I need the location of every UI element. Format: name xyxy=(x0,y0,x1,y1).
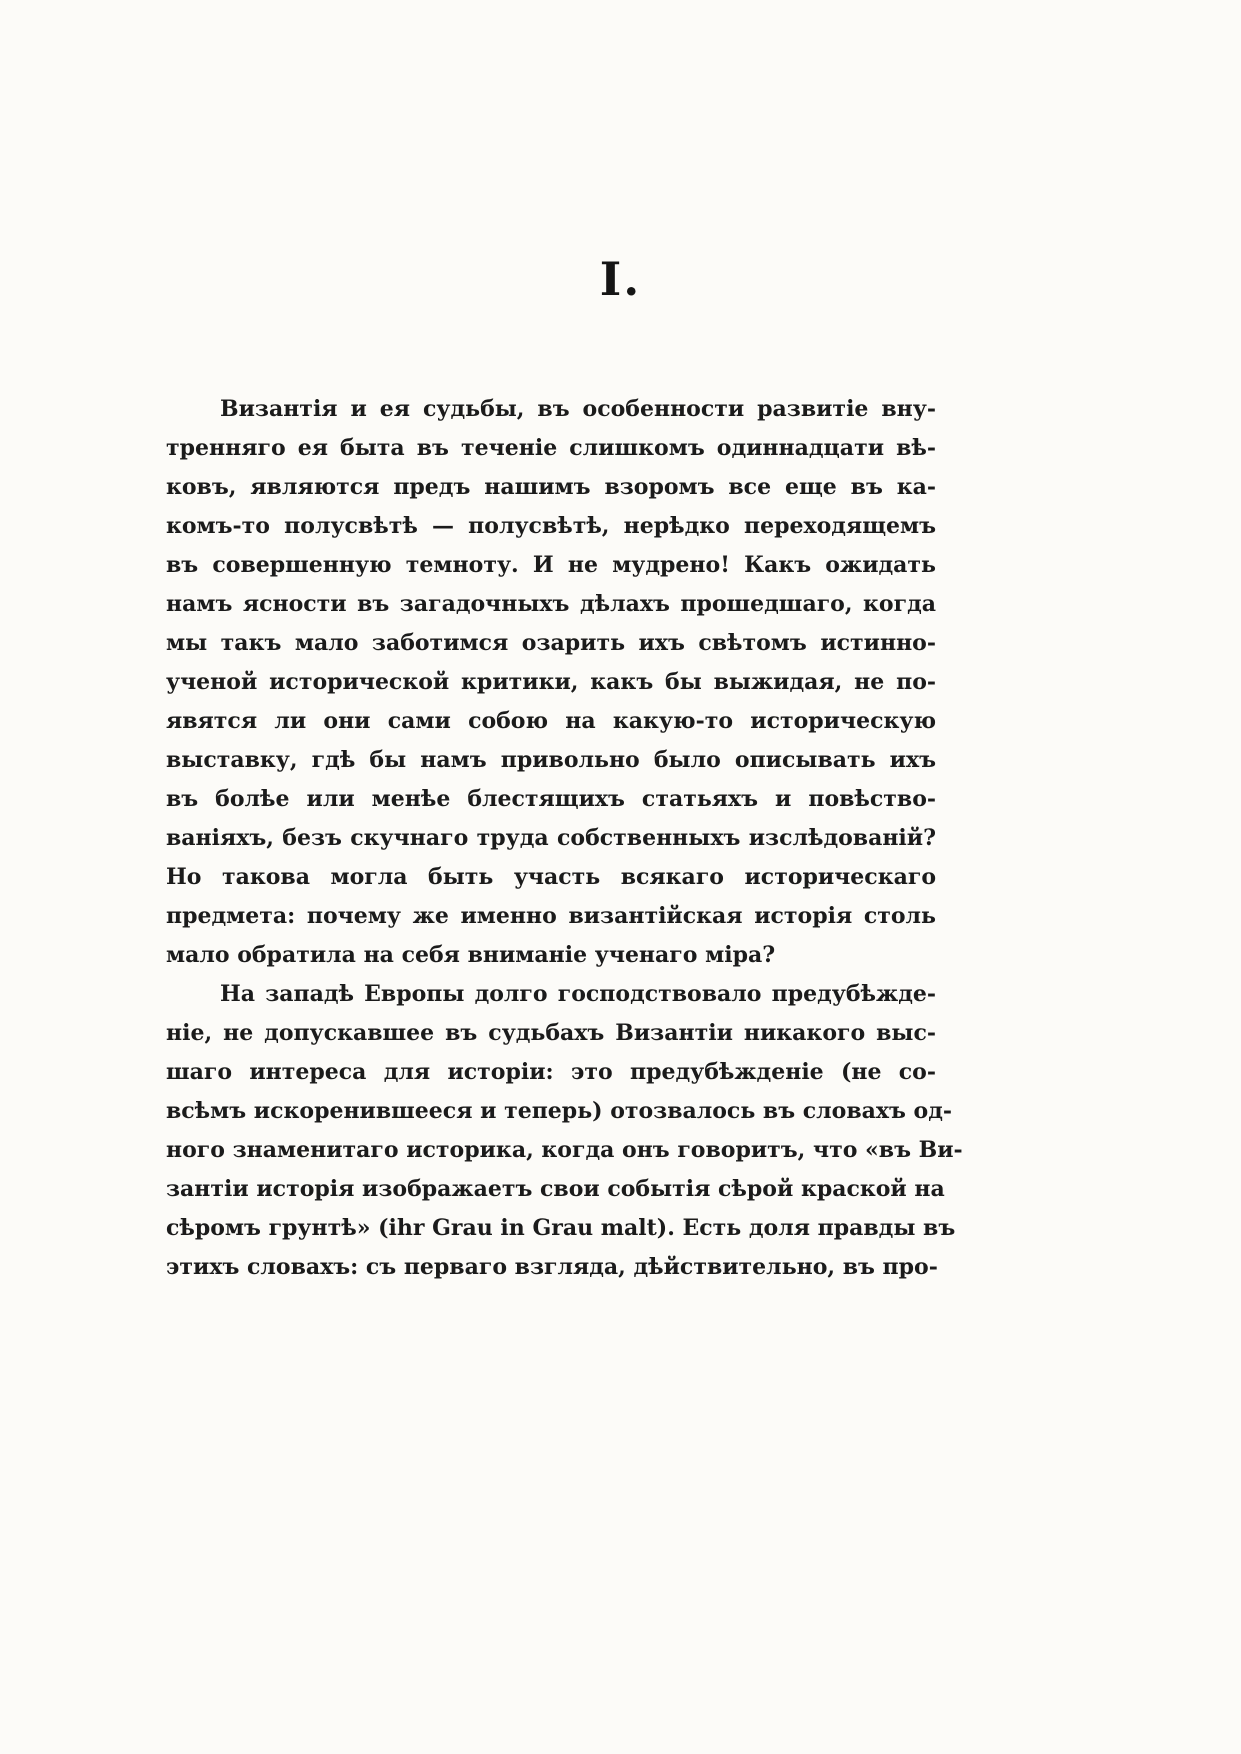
text-line: ученой исторической критики, какъ бы выжидая, не по- xyxy=(166,669,936,695)
text-block xyxy=(166,390,963,1287)
text-line: ного знаменитаго историка, когда онъ говоритъ, что «въ Ви- xyxy=(166,1137,963,1163)
text-line: Но такова могла быть участь всякаго историческаго xyxy=(166,864,936,890)
text-line: всѣмъ искоренившееся и теперь) отозвалось въ словахъ од- xyxy=(166,1098,952,1124)
text-line: въ болѣе или менѣе блестящихъ статьяхъ и повѣство- xyxy=(166,786,936,812)
text-line: ковъ, являются предъ нашимъ взоромъ все еще въ ка- xyxy=(166,474,936,500)
text-line: зантіи исторія изображаетъ свои событія сѣрой краской на xyxy=(166,1176,945,1202)
text-line: въ совершенную темноту. И не мудрено! Какъ ожидать xyxy=(166,552,936,578)
text-line: этихъ словахъ: съ перваго взгляда, дѣйствительно, въ про- xyxy=(166,1254,938,1280)
chapter-heading: I. xyxy=(599,252,642,306)
text-line: Византія и ея судьбы, въ особенности развитіе вну- xyxy=(220,396,936,422)
text-line: предмета: почему же именно византійская исторія столь xyxy=(166,903,936,929)
text-line: намъ ясности въ загадочныхъ дѣлахъ прошедшаго, когда xyxy=(166,591,936,617)
text-line: шаго интереса для исторіи: это предубѣжденіе (не со- xyxy=(166,1059,936,1085)
text-line: явятся ли они сами собою на какую-то историческую xyxy=(166,708,936,734)
paragraph-2 xyxy=(166,975,963,1287)
text-line: мы такъ мало заботимся озарить ихъ свѣтомъ истинно- xyxy=(166,630,936,656)
paragraph-1 xyxy=(166,390,936,975)
text-line: На западѣ Европы долго господствовало предубѣжде- xyxy=(220,981,936,1007)
text-line: ніе, не допускавшее въ судьбахъ Византіи никакого выс- xyxy=(166,1020,936,1046)
text-line: сѣромъ грунтѣ» (ihr Grau in Grau malt). Есть доля правды въ xyxy=(166,1215,956,1241)
text-line: выставку, гдѣ бы намъ привольно было описывать ихъ xyxy=(166,747,936,773)
text-line: мало обратила на себя вниманіе ученаго міра? xyxy=(166,942,776,968)
text-line: комъ-то полусвѣтѣ — полусвѣтѣ, нерѣдко переходящемъ xyxy=(166,513,936,539)
text-line: ваніяхъ, безъ скучнаго труда собственныхъ изслѣдованій? xyxy=(166,825,936,851)
text-line: тренняго ея быта въ теченіе слишкомъ одиннадцати вѣ- xyxy=(166,435,936,461)
